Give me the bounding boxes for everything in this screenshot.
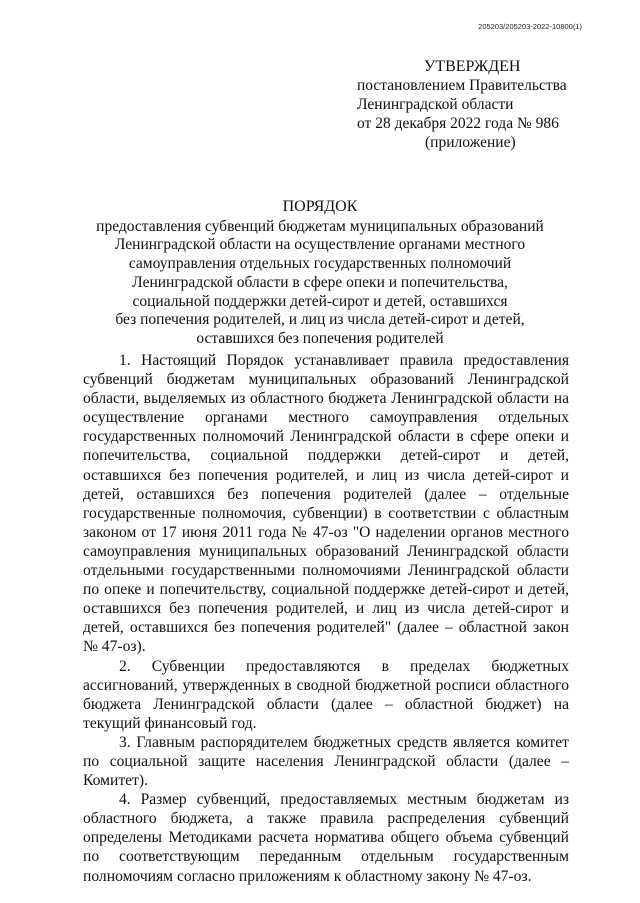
approval-appendix: (приложение) <box>425 134 516 151</box>
document-subtitle-line: без попечения родителей, и лиц из числа детей-сирот и детей, <box>115 311 525 329</box>
document-id: 205203/205203-2022-10800(1) <box>478 22 582 31</box>
document-heading <box>88 198 552 349</box>
paragraph-3: 3. Главным распорядителем бюджетных средств является комитет по социальной защите населения Ленинградской области (далее – Комитет). <box>83 733 569 790</box>
approval-stamp <box>357 57 567 152</box>
approval-line: от 28 декабря 2022 года № 986 <box>357 115 559 132</box>
document-subtitle-line: предоставления субвенций бюджетам муниципальных образований <box>96 217 544 235</box>
paragraph-4: 4. Размер субвенций, предоставляемых местным бюджетам из областного бюджета, а также правила распределения субвенций определены Методиками расчета норматива общего объема субвенций по соответствующим переданным отдельным государственным полномочиям согласно приложениям к областному закону № 47-оз. <box>83 791 569 885</box>
document-title: ПОРЯДОК <box>282 198 358 215</box>
document-subtitle-line: социальной поддержки детей-сирот и детей, оставшихся <box>132 292 508 310</box>
paragraph-1: 1. Настоящий Порядок устанавливает правила предоставления субвенций бюджетам муниципальных образований Ленинградской области, выделяемых из областного бюджета Ленинградской области на осуществление органами местного самоуправления отдельных государственных полномочий Ленинградской области в сфере опеки и попечительства, социальной поддержки детей-сирот и детей, оставшихся без попечения родителей, и лиц из числа детей-сирот и детей, оставшихся без попечения родителей (далее – отдельные государственные полномочия, субвенции) в соответствии с областным законом от 17 июня 2011 года № 47-оз "О наделении органов местного самоуправления муниципальных образований Ленинградской области отдельными государственными полномочиями Ленинградской области по опеке и попечительству, социальной поддержке детей-сирот и детей, оставшихся без попечения родителей, и лиц из числа детей-сирот и детей, оставшихся без попечения родителей" (далее – областной закон № 47-оз). <box>83 352 569 656</box>
approval-line: постановлением Правительства <box>357 77 567 94</box>
document-subtitle-line: оставшихся без попечения родителей <box>196 329 444 347</box>
paragraph-2: 2. Субвенции предоставляются в пределах бюджетных ассигнований, утвержденных в сводной бюджетной росписи областного бюджета Ленинградской области (далее – областной бюджет) на текущий финансовый год. <box>83 657 569 732</box>
document-subtitle-line: Ленинградской области на осуществление органами местного <box>114 236 526 254</box>
document-subtitle-line: Ленинградской области в сфере опеки и попечительства, <box>132 273 508 291</box>
approval-line: Ленинградской области <box>357 96 514 113</box>
document-subtitle-line: самоуправления отдельных государственных полномочий <box>128 255 512 273</box>
approval-title: УТВЕРЖДЕН <box>424 58 521 75</box>
document-body <box>83 351 569 886</box>
